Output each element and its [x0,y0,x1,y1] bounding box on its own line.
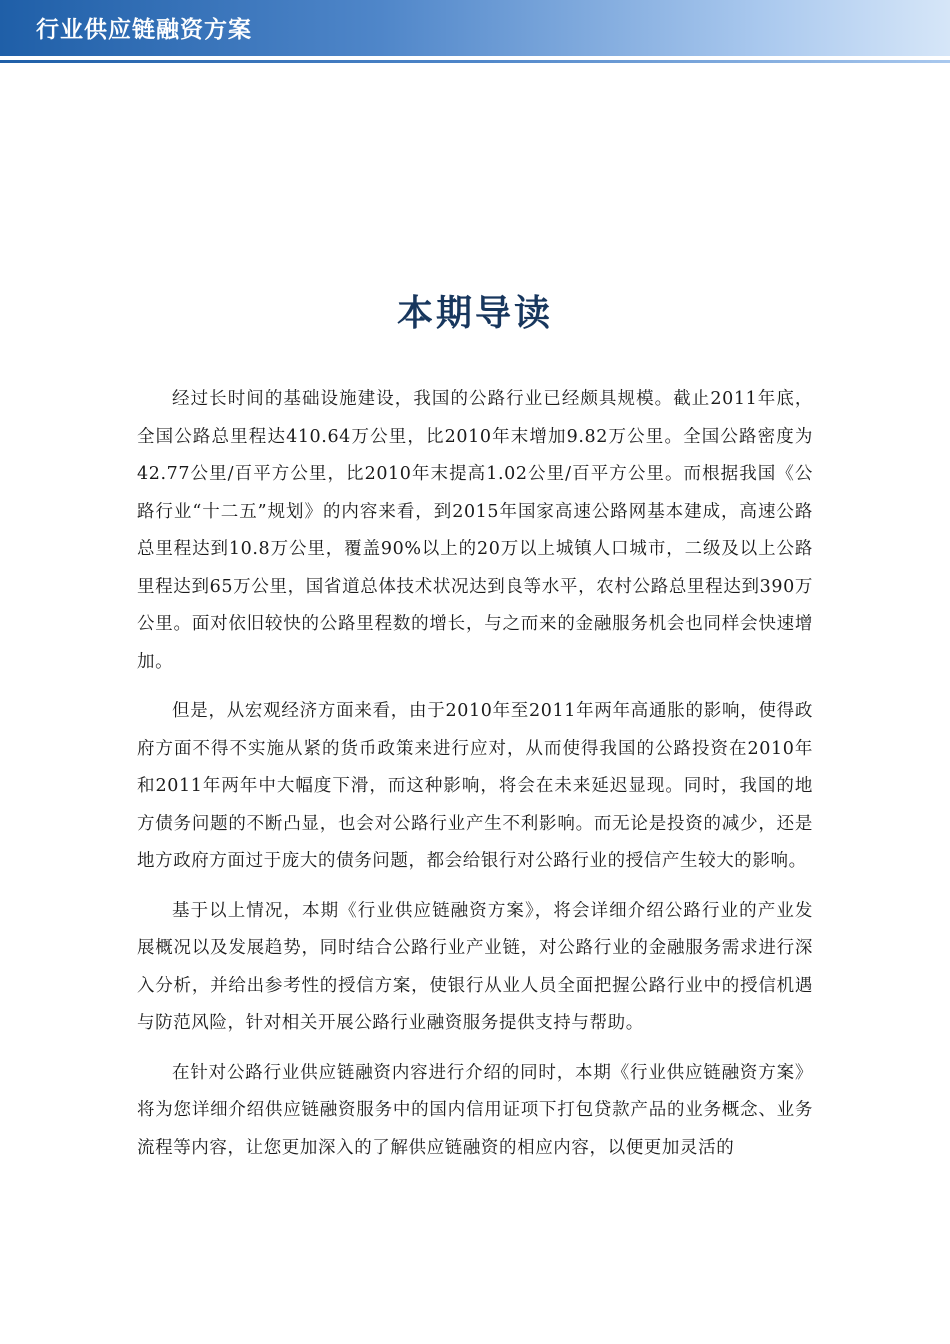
paragraph: 基于以上情况，本期《行业供应链融资方案》，将会详细介绍公路行业的产业发展概况以及发展趋势，同时结合公路行业产业链，对公路行业的金融服务需求进行深入分析，并给出参考性的授信方案，使银行从业人员全面把握公路行业中的授信机遇与防范风险，针对相关开展公路行业融资服务提供支持与帮助。 [137,900,813,1033]
paragraph: 经过长时间的基础设施建设，我国的公路行业已经颇具规模。截止2011年底，全国公路总里程达410.64万公里，比2010年末增加9.82万公里。全国公路密度为42.77公里/百平方公里，比2010年末提高1.02公里/百平方公里。而根据我国《公路行业“十二五”规划》的内容来看，到2015年国家高速公路网基本建成，高速公路总里程达到10.8万公里，覆盖90%以上的20万以上城镇人口城市，二级及以上公路里程达到65万公里，国省道总体技术状况达到良等水平，农村公路总里程达到390万公里。面对依旧较快的公路里程数的增长，与之而来的金融服务机会也同样会快速增加。 [137,389,813,672]
paragraph: 在针对公路行业供应链融资内容进行介绍的同时，本期《行业供应链融资方案》将为您详细介绍供应链融资服务中的国内信用证项下打包贷款产品的业务概念、业务流程等内容，让您更加深入的了解供应链融资的相应内容，以便更加灵活的 [137,1062,813,1158]
header-divider [0,60,950,63]
header-title: 行业供应链融资方案 [36,17,252,43]
paragraph: 但是，从宏观经济方面来看，由于2010年至2011年两年高通胀的影响，使得政府方面不得不实施从紧的货币政策来进行应对，从而使得我国的公路投资在2010年和2011年两年中大幅度下滑，而这种影响，将会在未来延迟显现。同时，我国的地方债务问题的不断凸显，也会对公路行业产生不利影响。而无论是投资的减少，还是地方政府方面过于庞大的债务问题，都会给银行对公路行业的授信产生较大的影响。 [137,701,813,871]
article-body [137,381,813,1179]
section-title: 本期导读 [396,293,553,334]
header-banner [0,0,950,56]
